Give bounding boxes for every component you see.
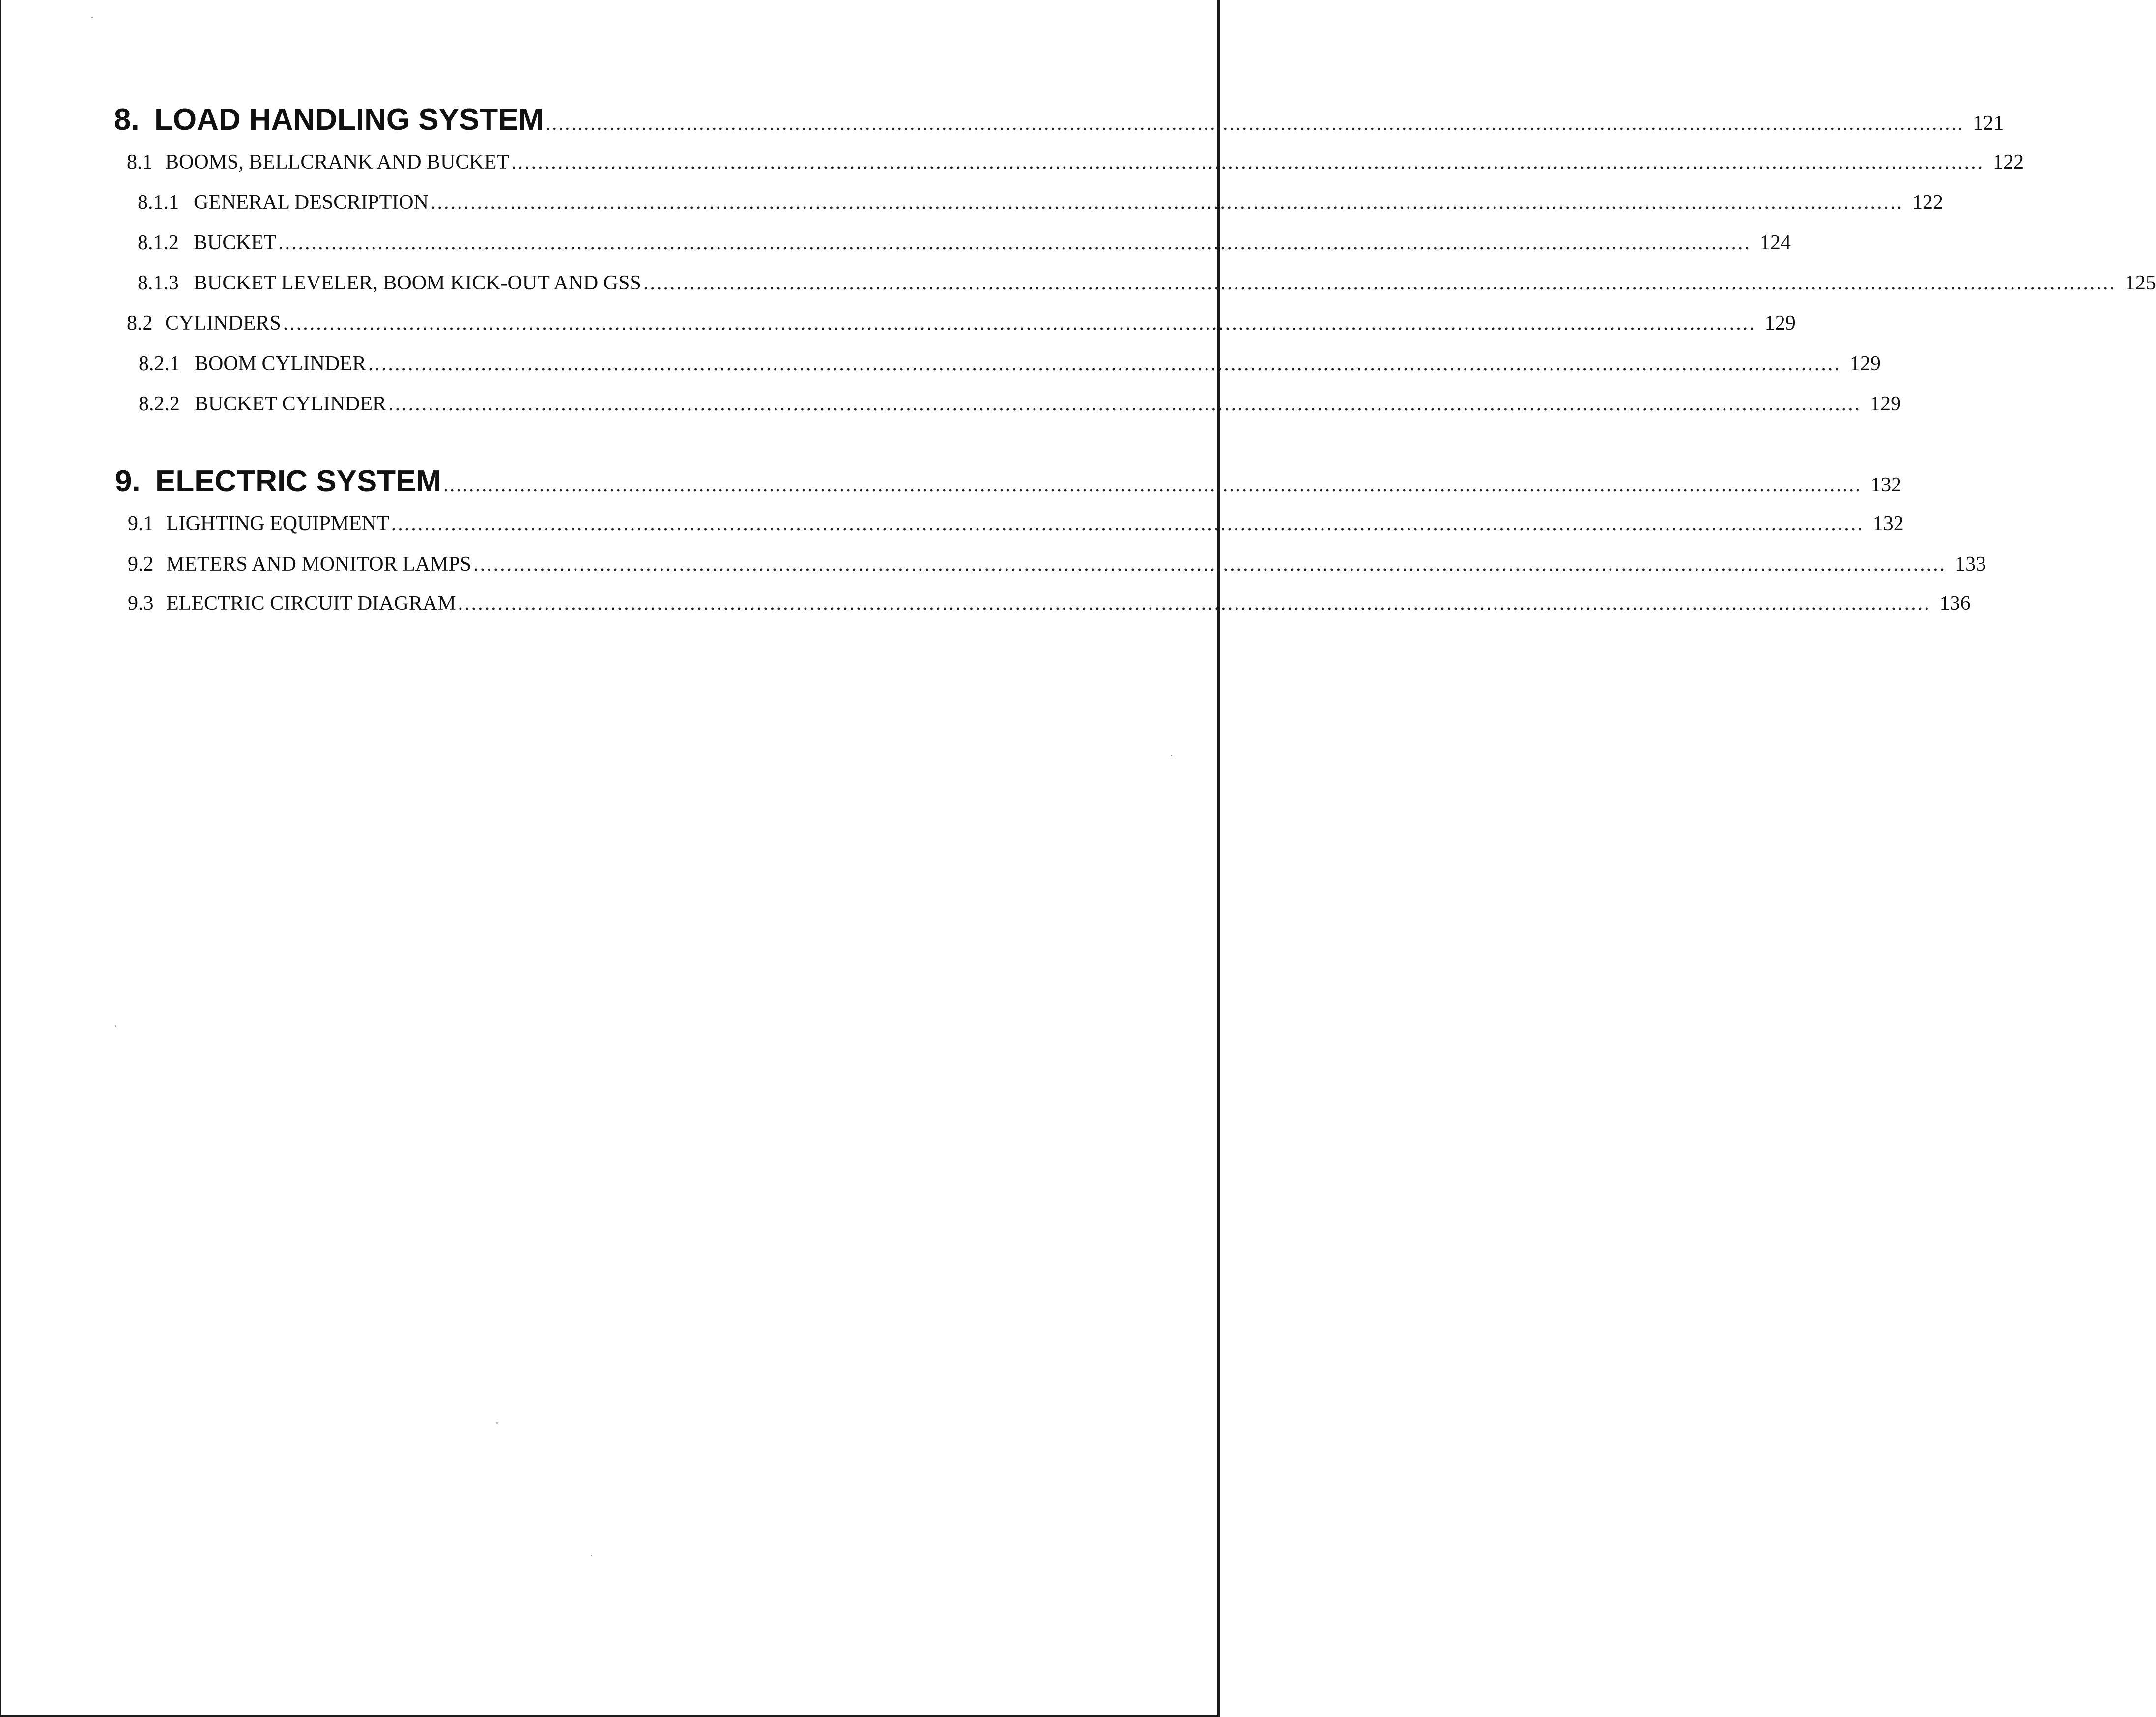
entry-number: 8.1 <box>127 151 153 173</box>
entry-title: BUCKET <box>194 231 276 254</box>
scan-speck <box>496 1422 498 1424</box>
entry-number: 8.2 <box>127 312 153 335</box>
entry-title: BOOM CYLINDER <box>195 352 366 375</box>
page-number: 129 <box>1849 352 1881 375</box>
page-number: 133 <box>1955 553 1986 575</box>
chapter-number: 8. <box>114 103 140 137</box>
toc-entry-8-2-1[interactable] <box>139 352 1881 375</box>
page-number: 122 <box>1912 191 1943 214</box>
chapter-title: LOAD HANDLING SYSTEM <box>154 103 544 137</box>
page-number: 124 <box>1760 231 1791 254</box>
dot-leader: .............................................................................................................................................................................................................................. <box>388 393 1862 415</box>
toc-entry-8-2-2[interactable] <box>139 392 1901 416</box>
chapter-number: 9. <box>115 464 141 498</box>
scan-speck <box>115 1025 116 1027</box>
chapter-title: ELECTRIC SYSTEM <box>155 464 442 498</box>
scan-border-right <box>1217 0 1220 1717</box>
toc-chapter-9[interactable] <box>115 464 1902 499</box>
dot-leader: .............................................................................................................................................................................................................................. <box>430 191 1903 214</box>
toc-entry-8-1-1[interactable] <box>138 191 1943 214</box>
entry-title: BUCKET CYLINDER <box>195 393 387 415</box>
page-number: 136 <box>1939 592 1971 615</box>
toc-entry-9-3[interactable] <box>128 592 1971 615</box>
scan-border-bottom <box>0 1715 1220 1717</box>
entry-title: GENERAL DESCRIPTION <box>194 191 429 214</box>
scan-border-left <box>0 0 1 1717</box>
toc-chapter-8[interactable] <box>114 102 2004 137</box>
toc-entry-8-1-2[interactable] <box>138 231 1791 255</box>
dot-leader: .............................................................................................................................................................................................................................. <box>283 312 1756 335</box>
entry-title: BOOMS, BELLCRANK AND BUCKET <box>165 151 510 173</box>
page-number: 132 <box>1872 513 1904 535</box>
entry-number: 8.1.2 <box>138 231 179 254</box>
scan-speck <box>1171 755 1172 756</box>
toc-entry-8-1-3[interactable] <box>138 271 2156 295</box>
entry-number: 9.2 <box>128 553 154 575</box>
dot-leader: .............................................................................................................................................................................................................................. <box>278 231 1751 254</box>
page-number: 122 <box>1993 151 2024 173</box>
entry-number: 8.2.2 <box>139 393 180 415</box>
scan-speck <box>591 1555 592 1556</box>
toc-entry-9-2[interactable] <box>128 552 1986 576</box>
entry-title: LIGHTING EQUIPMENT <box>166 513 389 535</box>
entry-number: 8.1.1 <box>138 191 179 214</box>
page-number: 129 <box>1764 312 1796 335</box>
entry-title: METERS AND MONITOR LAMPS <box>166 553 472 575</box>
dot-leader: .............................................................................................................................................................................................................................. <box>391 513 1864 535</box>
entry-number: 8.2.1 <box>139 352 180 375</box>
dot-leader: .............................................................................................................................................................................................................................. <box>368 352 1841 375</box>
scan-speck <box>91 17 93 18</box>
page-number: 132 <box>1870 474 1902 496</box>
toc-entry-9-1[interactable] <box>128 512 1904 536</box>
entry-title: ELECTRIC CIRCUIT DIAGRAM <box>166 592 456 615</box>
entry-number: 9.3 <box>128 592 154 615</box>
entry-title: BUCKET LEVELER, BOOM KICK-OUT AND GSS <box>194 272 641 294</box>
dot-leader: .............................................................................................................................................................................................................................. <box>473 553 1947 575</box>
entry-title: CYLINDERS <box>165 312 281 335</box>
toc-entry-8-1[interactable] <box>127 150 2024 174</box>
dot-leader: .............................................................................................................................................................................................................................. <box>443 474 1862 496</box>
dot-leader: .............................................................................................................................................................................................................................. <box>511 151 1984 173</box>
toc-entry-8-2[interactable] <box>127 312 1796 335</box>
page-number: 125 <box>2125 272 2156 294</box>
page-number: 121 <box>1973 112 2004 135</box>
dot-leader: .............................................................................................................................................................................................................................. <box>643 272 2116 294</box>
page-number: 129 <box>1870 393 1901 415</box>
entry-number: 9.1 <box>128 513 154 535</box>
dot-leader: .............................................................................................................................................................................................................................. <box>546 112 1964 134</box>
dot-leader: .............................................................................................................................................................................................................................. <box>458 592 1931 615</box>
entry-number: 8.1.3 <box>138 272 179 294</box>
